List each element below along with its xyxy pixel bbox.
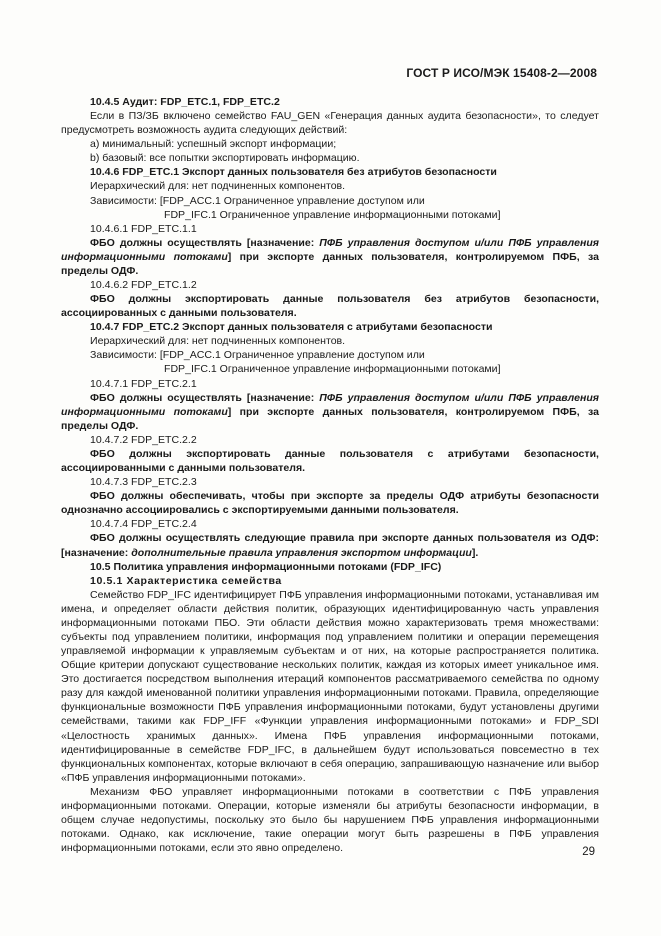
element-fdp-etc-1-2: ФБО должны экспортировать данные пользователя без атрибутов безопасности, ассоциированных с данными пользователя. — [61, 293, 599, 320]
dependencies-10-4-7-cont: FDP_IFC.1 Ограниченное управление информационными потоками] — [164, 363, 501, 376]
mechanism-paragraph: Механизм ФБО управляет информационными потоками в соответствии с ПФБ управления информационными потоками. Операции, которые изменяли бы атрибуты безопасности информации, в общем случае недопустимы, поскольку это было бы нарушением ПФБ управления информационными потоками. Однако, как исключение, такие операции могут быть разрешены в ПФБ управления информационными потоками, если это явно определено. — [61, 785, 599, 855]
element-text-end: ] при экспорте данных пользователя, контролируемом ПФБ, за пределы ОДФ. — [61, 250, 599, 277]
page-body — [61, 95, 599, 855]
element-id-fdp-etc-1-1: 10.4.6.1 FDP_ETC.1.1 — [90, 222, 197, 235]
dependencies-10-4-6: Зависимости: [FDP_ACC.1 Ограниченное управление доступом или — [90, 194, 425, 207]
hierarchy-10-4-6: Иерархический для: нет подчиненных компонентов. — [90, 180, 346, 193]
heading-10-5-1: 10.5.1 Характеристика семейства — [90, 574, 282, 587]
element-fdp-etc-2-2: ФБО должны экспортировать данные пользователя с атрибутами безопасности, ассоциированными с данными пользователя. — [61, 447, 599, 475]
element-id-fdp-etc-2-4: 10.4.7.4 FDP_ETC.2.4 — [90, 518, 197, 531]
element-text-end: ] при экспорте данных пользователя, контролируемом ПФБ, за пределы ОДФ. — [61, 405, 599, 432]
audit-item-a: a) минимальный: успешный экспорт информации; — [90, 138, 337, 151]
element-id-fdp-etc-2-2: 10.4.7.2 FDP_ETC.2.2 — [90, 433, 197, 446]
element-id-fdp-etc-2-1: 10.4.7.1 FDP_ETC.2.1 — [90, 377, 197, 390]
element-id-fdp-etc-2-3: 10.4.7.3 FDP_ETC.2.3 — [90, 476, 197, 489]
assignment-text: ПФБ управления доступом и/или ПФБ управления информационными потоками — [61, 236, 599, 263]
dependencies-10-4-6-cont: FDP_IFC.1 Ограниченное управление информационными потоками] — [164, 208, 501, 221]
element-text-start: ФБО должны осуществлять следующие правила при экспорте данных пользователя из ОДФ: [назначение: — [61, 532, 599, 559]
family-description-paragraph: Семейство FDP_IFC идентифицирует ПФБ управления информационными потоками, устанавливая им имена, и определяет области действия политик, образующих идентифицированную часть управления информационными потоками ПБО. Эти области действия можно характеризовать тремя множествами: субъекты под управлением политики, информация под управлением политики и операции перемещения управляемой информации к управляемым субъектам и от них, на которые распространяется политика. Общие критерии допускают существование нескольких политик, каждая из которых имеет уникальное имя. Это достигается посредством выполнения итераций компонентов рассматриваемого семейства по одному разу для каждой именованной политики управления информационными потоками. Правила, определяющие функциональные возможности ПФБ управления информационными потоками, будут установлены другими семействами, такими как FDP_IFF «Функции управления информационными потоками» и FDP_SDI «Целостность хранимых данных». Имена ПФБ управления информационными потоками, идентифицированные в семействе FDP_IFC, в дальнейшем будут использоваться повсеместно в тех функциональных компонентах, которые включают в себя операцию, запрашивающую назначение или выбор «ПФБ управления информационными потоками». — [61, 588, 599, 784]
heading-10-5: 10.5 Политика управления информационными потоками (FDP_IFC) — [90, 560, 442, 573]
page-number: 29 — [582, 846, 595, 858]
heading-10-4-6: 10.4.6 FDP_ETC.1 Экспорт данных пользователя без атрибутов безопасности — [90, 166, 497, 179]
element-fdp-etc-2-1 — [61, 391, 599, 433]
element-text-end: ]. — [471, 546, 479, 559]
hierarchy-10-4-7: Иерархический для: нет подчиненных компонентов. — [90, 335, 346, 348]
element-text-start: ФБО должны осуществлять [назначение: — [90, 391, 320, 404]
element-fdp-etc-2-3: ФБО должны обеспечивать, чтобы при экспорте за пределы ОДФ атрибуты безопасности однозначно ассоциировались с экспортируемыми данными пользователя. — [61, 490, 599, 517]
element-fdp-etc-2-4 — [61, 531, 599, 559]
element-id-fdp-etc-1-2: 10.4.6.2 FDP_ETC.1.2 — [90, 279, 197, 292]
assignment-text: дополнительные правила управления экспортом информации — [131, 546, 472, 559]
heading-10-4-5: 10.4.5 Аудит: FDP_ETC.1, FDP_ETC.2 — [90, 96, 280, 108]
audit-item-b: b) базовый: все попытки экспортировать информацию. — [90, 152, 360, 165]
assignment-text: ПФБ управления доступом и/или ПФБ управления информационными потоками — [61, 391, 599, 418]
dependencies-10-4-7: Зависимости: [FDP_ACC.1 Ограниченное управление доступом или — [90, 349, 425, 362]
element-fdp-etc-1-1 — [61, 236, 599, 278]
element-text-start: ФБО должны осуществлять [назначение: — [90, 236, 320, 249]
heading-10-4-7: 10.4.7 FDP_ETC.2 Экспорт данных пользователя с атрибутами безопасности — [90, 321, 493, 334]
audit-intro: Если в ПЗ/ЗБ включено семейство FAU_GEN «Генерация данных аудита безопасности», то следует предусмотреть возможность аудита следующих действий: — [61, 110, 599, 137]
document-header: ГОСТ Р ИСО/МЭК 15408-2—2008 — [406, 66, 597, 80]
